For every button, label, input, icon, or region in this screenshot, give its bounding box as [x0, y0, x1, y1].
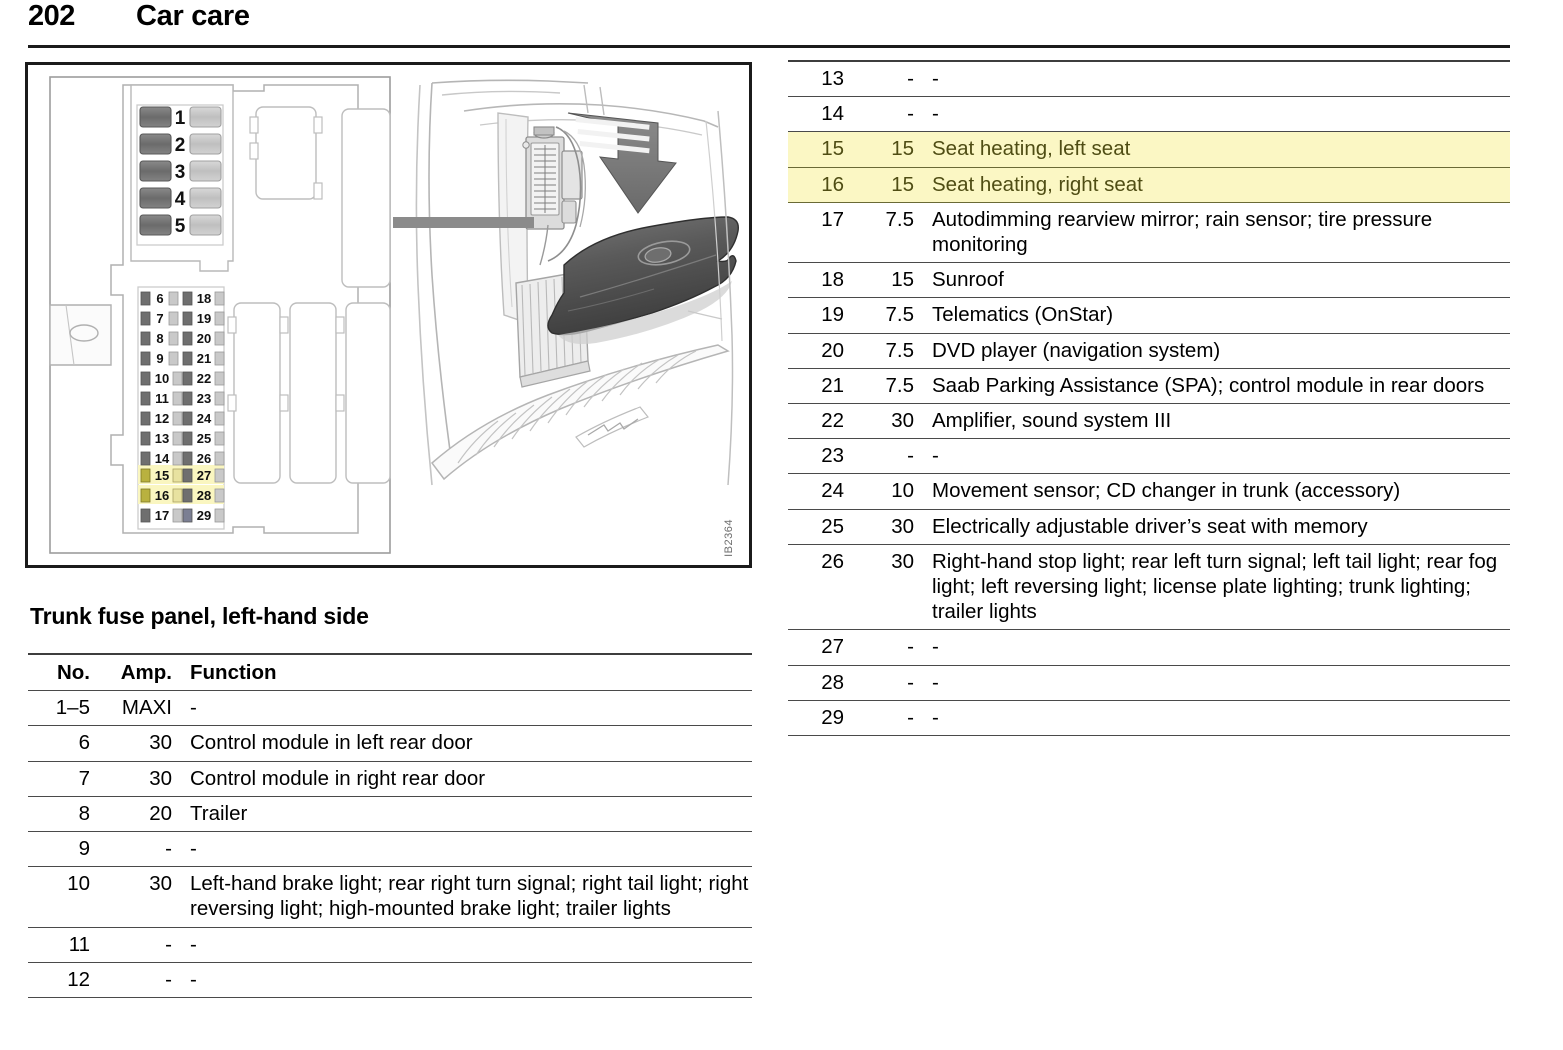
mini-fuse-12 — [141, 411, 182, 426]
table-row — [788, 368, 1510, 403]
fuse-function-cell: DVD player (navigation system) — [932, 338, 1221, 362]
fuse-number-cell: 21 — [821, 373, 844, 397]
table-row — [788, 544, 1510, 630]
fuse-function-cell: - — [932, 444, 939, 468]
svg-text:12: 12 — [154, 411, 170, 426]
svg-text:29: 29 — [196, 508, 212, 523]
fuse-amp-cell: - — [907, 67, 914, 90]
fuse-amp-cell: MAXI — [121, 696, 172, 720]
table-row — [788, 97, 1510, 132]
fuse-function-cell: Autodimming rearview mirror; rain sensor; tire pressure monitoring — [932, 207, 1433, 257]
fuse-function-cell: - — [190, 932, 197, 956]
fuse-number-cell: 13 — [821, 67, 844, 90]
svg-text:4: 4 — [174, 189, 186, 210]
left-table-header-row — [28, 655, 752, 691]
fuse-amp-cell: - — [165, 837, 172, 861]
left-fuse-table — [28, 655, 752, 998]
svg-text:15: 15 — [154, 468, 170, 483]
fuse-amp-cell: 30 — [891, 549, 914, 573]
fuse-function-cell: - — [190, 696, 197, 720]
svg-text:11: 11 — [155, 391, 169, 406]
fuse-function-cell: - — [932, 705, 939, 729]
fuse-amp-cell: - — [165, 967, 172, 991]
fuse-number-cell: 14 — [821, 102, 844, 126]
fuse-number-cell: 20 — [821, 338, 844, 362]
fuse-function-cell: Saab Parking Assistance (SPA); control module in rear doors — [932, 373, 1485, 397]
mini-fuse-18 — [183, 291, 224, 306]
table-row — [788, 132, 1510, 167]
svg-text:25: 25 — [196, 431, 212, 446]
maxi-fuse-group — [140, 107, 221, 237]
fuse-amp-cell: 15 — [844, 167, 920, 202]
mini-fuse-20 — [183, 331, 224, 346]
mini-fuse-27 — [183, 468, 224, 483]
fuse-amp-cell: 7.5 — [885, 338, 914, 362]
table-row — [28, 691, 752, 726]
table-row — [28, 796, 752, 831]
fuse-number-cell: 7 — [78, 766, 90, 790]
mini-fuse-21 — [183, 351, 224, 366]
svg-text:26: 26 — [196, 451, 212, 466]
svg-text:19: 19 — [196, 311, 212, 326]
right-table-body — [788, 62, 1510, 736]
fuse-number-cell: 6 — [78, 731, 90, 755]
mini-fuse-24 — [183, 411, 224, 426]
table-row — [788, 700, 1510, 735]
svg-text:10: 10 — [154, 371, 170, 386]
fuse-number-cell: 29 — [821, 705, 844, 729]
svg-text:18: 18 — [196, 291, 212, 306]
fuse-number-cell: 8 — [78, 801, 90, 825]
maxi-fuse-4 — [140, 188, 221, 210]
svg-text:9: 9 — [156, 351, 164, 366]
fuse-function-cell: Trailer — [190, 801, 248, 825]
mini-fuse-19 — [183, 311, 224, 326]
fuse-amp-cell: 15 — [891, 268, 914, 292]
svg-text:20: 20 — [196, 331, 212, 346]
mini-fuse-10 — [141, 371, 182, 386]
fuse-amp-cell: 30 — [149, 872, 172, 896]
table-row — [788, 333, 1510, 368]
mini-fuse-6 — [141, 291, 178, 306]
fuse-amp-cell: - — [907, 670, 914, 694]
page-header — [28, 0, 1508, 48]
svg-text:8: 8 — [156, 331, 164, 346]
fuse-function-cell: Movement sensor; CD changer in trunk (accessory) — [932, 479, 1401, 503]
fuse-number-cell: 9 — [78, 837, 90, 861]
fuse-number-cell: 12 — [67, 967, 90, 991]
fuse-number-cell: 17 — [821, 207, 844, 231]
fuse-number-cell: 19 — [821, 303, 844, 327]
svg-text:14: 14 — [154, 451, 170, 466]
mini-fuse-23 — [183, 391, 224, 406]
svg-text:28: 28 — [196, 488, 212, 503]
mini-fuse-14 — [141, 451, 182, 466]
svg-text:27: 27 — [196, 468, 212, 483]
fuse-amp-cell: - — [907, 705, 914, 729]
fuse-number-cell: 10 — [67, 872, 90, 896]
fuse-number-cell: 15 — [788, 132, 844, 167]
fuse-function-cell: Right-hand stop light; rear left turn signal; left tail light; rear fog light; left reversing light; license plate lighting; trunk lighting; trailer lights — [932, 549, 1498, 624]
fuse-number-cell: 11 — [68, 932, 90, 956]
fuse-amp-cell: 30 — [891, 514, 914, 538]
mini-fuse-28 — [183, 488, 224, 503]
fuse-amp-cell: 7.5 — [885, 207, 914, 231]
maxi-fuse-2 — [140, 134, 221, 156]
maxi-fuse-3 — [140, 161, 221, 183]
fuse-board-schematic — [50, 77, 390, 553]
fuse-amp-cell: 10 — [891, 479, 914, 503]
mini-fuse-22 — [183, 371, 224, 386]
fuse-function-cell: Left-hand brake light; rear right turn signal; right tail light; right reversing light; high-mounted brake light; trailer lights — [190, 872, 749, 921]
fuse-number-cell: 23 — [821, 444, 844, 468]
svg-text:13: 13 — [154, 431, 170, 446]
fuse-number-cell: 18 — [821, 268, 844, 292]
table-row — [28, 867, 752, 927]
mini-fuse-13 — [141, 431, 182, 446]
table-row — [788, 630, 1510, 665]
table-row — [788, 474, 1510, 509]
fuse-amp-cell: - — [907, 102, 914, 126]
fuse-amp-cell: 30 — [149, 731, 172, 755]
fuse-function-cell: Control module in left rear door — [190, 731, 473, 755]
table-row — [788, 167, 1510, 202]
table-row — [788, 62, 1510, 97]
fuse-number-cell: 27 — [821, 635, 844, 659]
mini-fuse-29 — [183, 508, 224, 523]
maxi-fuse-5 — [140, 215, 221, 237]
fuse-function-cell: - — [190, 837, 197, 861]
fuse-function-cell: Sunroof — [932, 268, 1004, 292]
svg-text:16: 16 — [154, 488, 170, 503]
fuse-number-cell: 28 — [821, 670, 844, 694]
table-row — [28, 761, 752, 796]
fuse-amp-cell: 7.5 — [885, 303, 914, 327]
table-row — [788, 439, 1510, 474]
table-row — [788, 202, 1510, 262]
svg-text:5: 5 — [174, 216, 186, 237]
trunk-fuse-box — [523, 127, 586, 265]
table-row — [788, 665, 1510, 700]
mini-fuse-8 — [141, 331, 178, 346]
fuse-function-cell: Electrically adjustable driver’s seat with memory — [932, 514, 1368, 538]
fuse-number-cell: 22 — [821, 409, 844, 433]
table-row — [28, 962, 752, 997]
fuse-amp-cell: 20 — [149, 801, 172, 825]
svg-text:2: 2 — [174, 135, 186, 156]
table-row — [788, 509, 1510, 544]
fuse-amp-cell: 30 — [891, 409, 914, 433]
left-col-amp: Amp. — [120, 661, 172, 684]
mini-fuse-11 — [141, 391, 182, 406]
left-table-body — [28, 691, 752, 998]
left-col-no: No. — [56, 661, 90, 684]
fuse-number-cell: 26 — [821, 549, 844, 573]
mini-fuse-17 — [141, 508, 182, 523]
chapter-title: Car care — [136, 0, 250, 32]
fuse-amp-cell: 7.5 — [885, 373, 914, 397]
table-row — [788, 404, 1510, 439]
fuse-number-cell: 1–5 — [55, 696, 90, 720]
fuse-function-cell: Control module in right rear door — [190, 766, 486, 790]
fuse-function-cell: Seat heating, right seat — [920, 167, 1510, 202]
mini-fuse-26 — [183, 451, 224, 466]
svg-text:22: 22 — [196, 371, 212, 386]
table-row — [788, 263, 1510, 298]
fuse-panel-illustration — [25, 62, 752, 568]
fuse-function-cell: Telematics (OnStar) — [932, 303, 1114, 327]
mini-fuse-15 — [141, 468, 182, 483]
fuse-function-cell: - — [190, 967, 197, 991]
fuse-amp-cell: - — [165, 932, 172, 956]
mini-fuse-7 — [141, 311, 178, 326]
table-row — [28, 832, 752, 867]
svg-text:23: 23 — [196, 391, 212, 406]
fuse-number-cell: 25 — [821, 514, 844, 538]
svg-text:24: 24 — [196, 411, 212, 426]
fuse-function-cell: - — [932, 102, 939, 126]
table-row — [28, 726, 752, 761]
right-fuse-table — [788, 62, 1510, 736]
left-col-function: Function — [190, 661, 277, 684]
svg-text:7: 7 — [156, 311, 164, 326]
svg-text:21: 21 — [196, 351, 212, 366]
maxi-fuse-1 — [140, 107, 221, 129]
svg-text:6: 6 — [156, 291, 164, 306]
mini-fuse-16 — [141, 488, 182, 503]
fuse-function-cell: - — [932, 67, 939, 90]
table-row — [28, 927, 752, 962]
fuse-function-cell: Seat heating, left seat — [920, 132, 1510, 167]
illustration-reference: IB2364 — [723, 519, 735, 557]
fuse-number-cell: 16 — [788, 167, 844, 202]
svg-text:1: 1 — [174, 108, 186, 129]
fuse-amp-cell: 15 — [844, 132, 920, 167]
page-number: 202 — [28, 0, 75, 32]
svg-text:3: 3 — [174, 162, 186, 183]
fuse-function-cell: Amplifier, sound system III — [932, 409, 1172, 433]
fuse-function-cell: - — [932, 670, 939, 694]
fuse-amp-cell: - — [907, 444, 914, 468]
table-row — [788, 298, 1510, 333]
header-divider — [28, 45, 1510, 48]
mini-fuse-25 — [183, 431, 224, 446]
mini-fuse-9 — [141, 351, 178, 366]
fuse-amp-cell: - — [907, 635, 914, 659]
trunk-compartment-drawing — [393, 80, 738, 485]
left-table-title: Trunk fuse panel, left-hand side — [30, 603, 369, 629]
svg-text:17: 17 — [154, 508, 170, 523]
fuse-number-cell: 24 — [821, 479, 844, 503]
fuse-function-cell: - — [932, 635, 939, 659]
callout-pointer — [416, 217, 534, 228]
fuse-amp-cell: 30 — [149, 766, 172, 790]
